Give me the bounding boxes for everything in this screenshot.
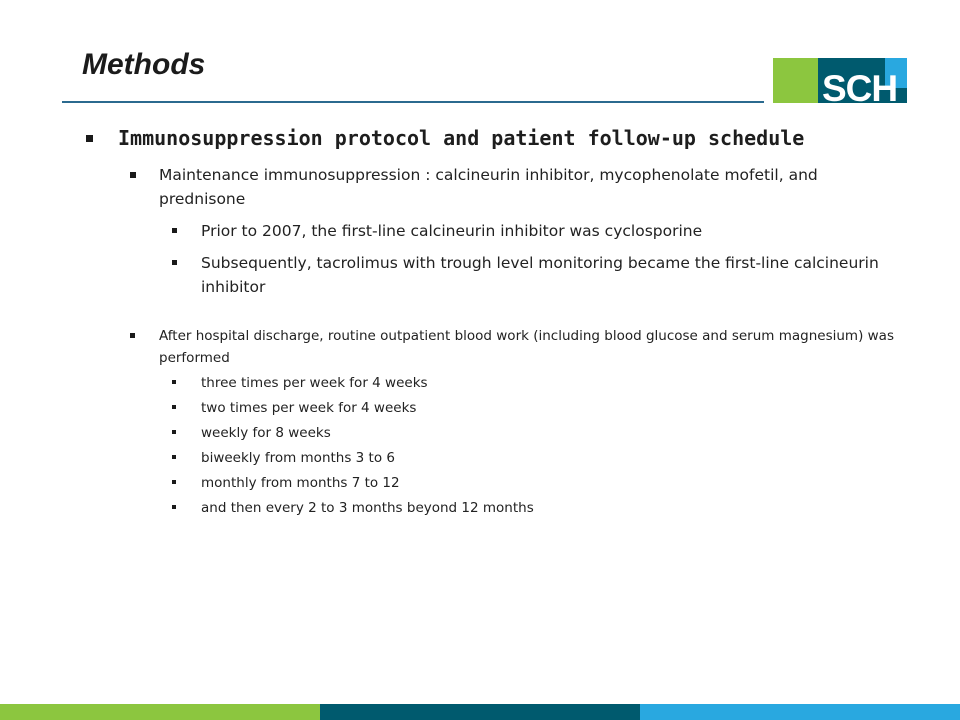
bullet-cyclosporine: [84, 219, 894, 243]
bullet-tacrolimus-text: Subsequently, tacrolimus with trough level monitoring became the first-line calcineurin inhibitor: [201, 254, 879, 296]
square-bullet-icon: [172, 228, 177, 233]
square-bullet-icon: [172, 480, 176, 484]
footer-segment-green: [0, 704, 320, 720]
bullet-maintenance: [84, 163, 894, 211]
logo-green-block: [773, 58, 818, 103]
square-bullet-icon: [86, 135, 93, 142]
square-bullet-icon: [172, 505, 176, 509]
bullet-maintenance-text: Maintenance immunosuppression : calcineurin inhibitor, mycophenolate mofetil, and prednisone: [159, 166, 818, 208]
bullet-tacrolimus: [84, 251, 894, 299]
square-bullet-icon: [172, 455, 176, 459]
list-item: [84, 472, 894, 494]
slide-content: [84, 124, 894, 519]
square-bullet-icon: [130, 172, 136, 178]
bullet-main: [84, 124, 894, 153]
list-item: [84, 447, 894, 469]
footer-color-bar: [0, 704, 960, 720]
title-underline: [62, 101, 764, 103]
footer-segment-teal: [320, 704, 640, 720]
bullet-followup: [84, 325, 894, 369]
logo-text: SCH: [822, 68, 898, 103]
square-bullet-icon: [172, 405, 176, 409]
list-item: [84, 497, 894, 519]
list-item-text: and then every 2 to 3 months beyond 12 months: [201, 500, 534, 516]
list-item-text: weekly for 8 weeks: [201, 425, 331, 441]
square-bullet-icon: [172, 260, 177, 265]
list-item: [84, 397, 894, 419]
square-bullet-icon: [130, 333, 135, 338]
bullet-main-text: Immunosuppression protocol and patient follow-up schedule: [118, 126, 805, 150]
list-item-text: monthly from months 7 to 12: [201, 475, 400, 491]
list-item-text: biweekly from months 3 to 6: [201, 450, 395, 466]
square-bullet-icon: [172, 380, 176, 384]
slide-title: Methods: [82, 48, 206, 81]
list-item-text: two times per week for 4 weeks: [201, 400, 417, 416]
sch-logo: [773, 58, 907, 103]
list-item: [84, 422, 894, 444]
list-item: [84, 372, 894, 394]
bullet-followup-text: After hospital discharge, routine outpatient blood work (including blood glucose and serum magnesium) was performed: [159, 328, 894, 366]
square-bullet-icon: [172, 430, 176, 434]
footer-segment-blue: [640, 704, 960, 720]
list-item-text: three times per week for 4 weeks: [201, 375, 428, 391]
bullet-cyclosporine-text: Prior to 2007, the first-line calcineurin inhibitor was cyclosporine: [201, 222, 703, 240]
